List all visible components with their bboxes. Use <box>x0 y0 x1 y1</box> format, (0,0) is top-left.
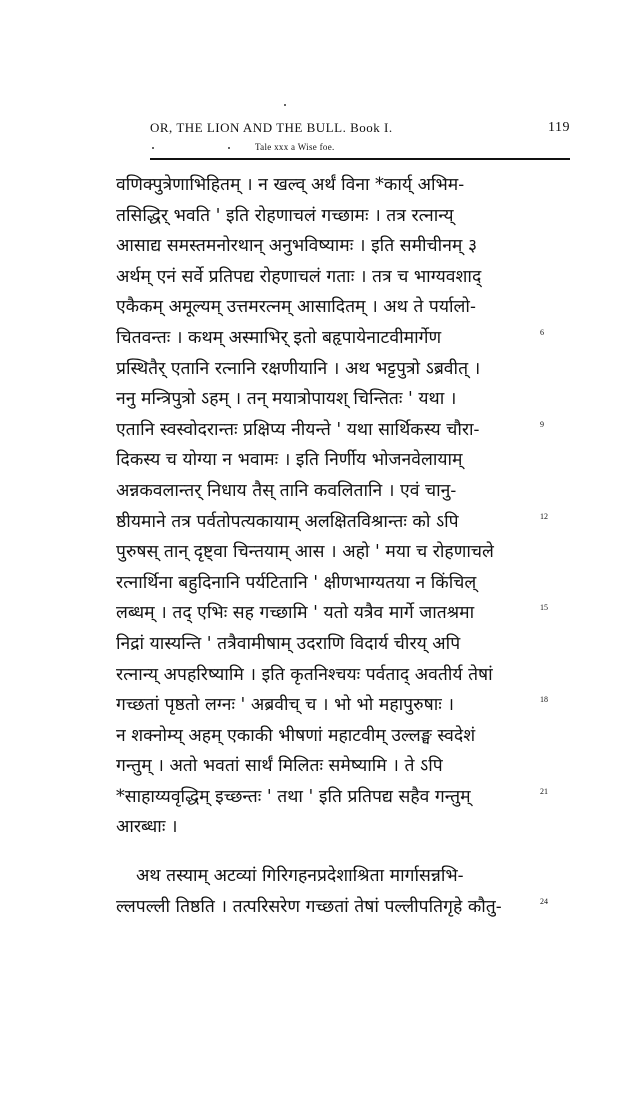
print-speck <box>284 104 286 106</box>
text-line <box>116 354 548 385</box>
text-line <box>116 231 548 262</box>
line-number: 6 <box>540 327 544 337</box>
line-text: ष्ठीयमाने तत्र पर्वतोपत्यकायाम् अलक्षितविश्रान्तः को ऽपि <box>116 511 459 532</box>
text-line <box>116 629 548 660</box>
line-text: एतानि स्वस्वोदरान्तः प्रक्षिप्य नीयन्ते ' यथा सार्थिकस्य चौरा- <box>116 419 480 440</box>
line-text: ल्लपल्ली तिष्ठति । तत्परिसरेण गच्छतां तेषां पल्लीपतिगृहे कौतु- <box>116 896 502 917</box>
line-text: तसिद्धिर् भवति ' इति रोहणाचलं गच्छामः । तत्र रत्नान्य् <box>116 205 454 226</box>
text-line <box>116 201 548 232</box>
print-speck <box>152 147 154 149</box>
text-line <box>116 415 548 446</box>
text-line <box>116 660 548 691</box>
text-line <box>116 445 548 476</box>
line-text: दिकस्य च योग्या न भवामः । इति निर्णीय भोजनवेलायाम् <box>116 450 463 471</box>
line-text: गन्तुम् । अतो भवतां सार्थं मिलितः समेष्यामि । ते ऽपि <box>116 756 443 777</box>
print-speck <box>228 147 230 149</box>
line-text: अन्नकवलान्तर् निधाय तैस् तानि कवलितानि । एवं चानु- <box>116 480 457 501</box>
line-text: वणिक्पुत्रेणाभिहितम् । न खल्व् अर्थं विना *कार्य् अभिम- <box>116 175 465 195</box>
line-text: चितवन्तः । कथम् अस्माभिर् इतो बहृपायेनाटवीमार्गेण <box>116 327 442 348</box>
line-number: 15 <box>540 603 548 613</box>
page-number: 119 <box>548 120 570 135</box>
text-line <box>116 568 548 599</box>
text-line <box>116 812 548 843</box>
text-line <box>116 384 548 415</box>
line-text: रत्नार्थिना बहुदिनानि पर्यटितानि ' क्षीणभाग्यतया न किंचिल् <box>116 572 477 593</box>
text-line <box>116 537 548 568</box>
tale-subtitle: Tale xxx a Wise foe. <box>255 142 335 152</box>
line-text: अर्थम् एनं सर्वे प्रतिपद्य रोहणाचलं गताः । तत्र च भाग्यवशाद् <box>116 266 482 287</box>
line-text: आरब्धाः । <box>116 817 178 838</box>
line-text: आसाद्य समस्तमनोरथान् अनुभविष्यामः । इति समीचीनम् ३ <box>116 236 478 257</box>
text-line <box>116 292 548 323</box>
line-number: 18 <box>540 695 548 705</box>
text-line <box>116 782 548 813</box>
line-number: 24 <box>540 896 548 906</box>
text-line <box>116 598 548 629</box>
text-line <box>116 476 548 507</box>
line-text: रत्नान्य् अपहरिष्यामि । इति कृतनिश्चयः पर्वताद् अवतीर्य तेषां <box>116 664 493 685</box>
text-line <box>116 751 548 782</box>
line-text: अथ तस्याम् अटव्यां गिरिगहनप्रदेशाश्रिता मार्गासन्नभि- <box>136 866 464 887</box>
line-number: 12 <box>540 511 548 521</box>
line-text: गच्छतां पृष्ठतो लग्नः ' अब्रवीच् च । भो भो महापुरुषाः । <box>116 695 454 716</box>
line-text: पुरुषस् तान् दृष्ट्वा चिन्तयाम् आस । अहो ' मया च रोहणाचले <box>116 542 494 563</box>
line-text: लब्धम् । तद् एभिः सह गच्छामि ' यतो यत्रैव मार्गे जातश्रमा <box>116 603 475 624</box>
text-line <box>116 170 548 201</box>
line-text: *साहाय्यवृद्धिम् इच्छन्तः ' तथा ' इति प्रतिपद्य सहैव गन्तुम् <box>116 786 471 807</box>
text-line <box>116 861 548 892</box>
body-text <box>116 170 548 922</box>
text-line <box>116 892 548 923</box>
text-line <box>116 323 548 354</box>
line-number: 21 <box>540 786 548 796</box>
text-line <box>116 721 548 752</box>
line-text: निद्रां यास्यन्ति ' तत्रैवामीषाम् उदराणि विदार्य चीरय् अपि <box>116 633 461 654</box>
line-text: एकैकम् अमूल्यम् उत्तमरत्नम् आसादितम् । अथ ते पर्यालो- <box>116 297 476 318</box>
text-line <box>116 507 548 538</box>
text-line <box>116 690 548 721</box>
text-line <box>116 262 548 293</box>
line-text: न शक्नोम्य् अहम् एकाकी भीषणां महाटवीम् उल्लङ्घ स्वदेशं <box>116 725 476 746</box>
line-number: 9 <box>540 419 544 429</box>
running-head-title: OR, THE LION AND THE BULL. Book I. <box>150 120 393 135</box>
line-text: ननु मन्त्रिपुत्रो ऽहम् । तन् मयात्रोपायश् चिन्तितः ' यथा । <box>116 389 457 410</box>
line-text: प्रस्थितैर् एतानि रत्नानि रक्षणीयानि । अथ भट्टपुत्रो ऽब्रवीत् । <box>116 358 481 379</box>
header-rule <box>150 158 570 160</box>
